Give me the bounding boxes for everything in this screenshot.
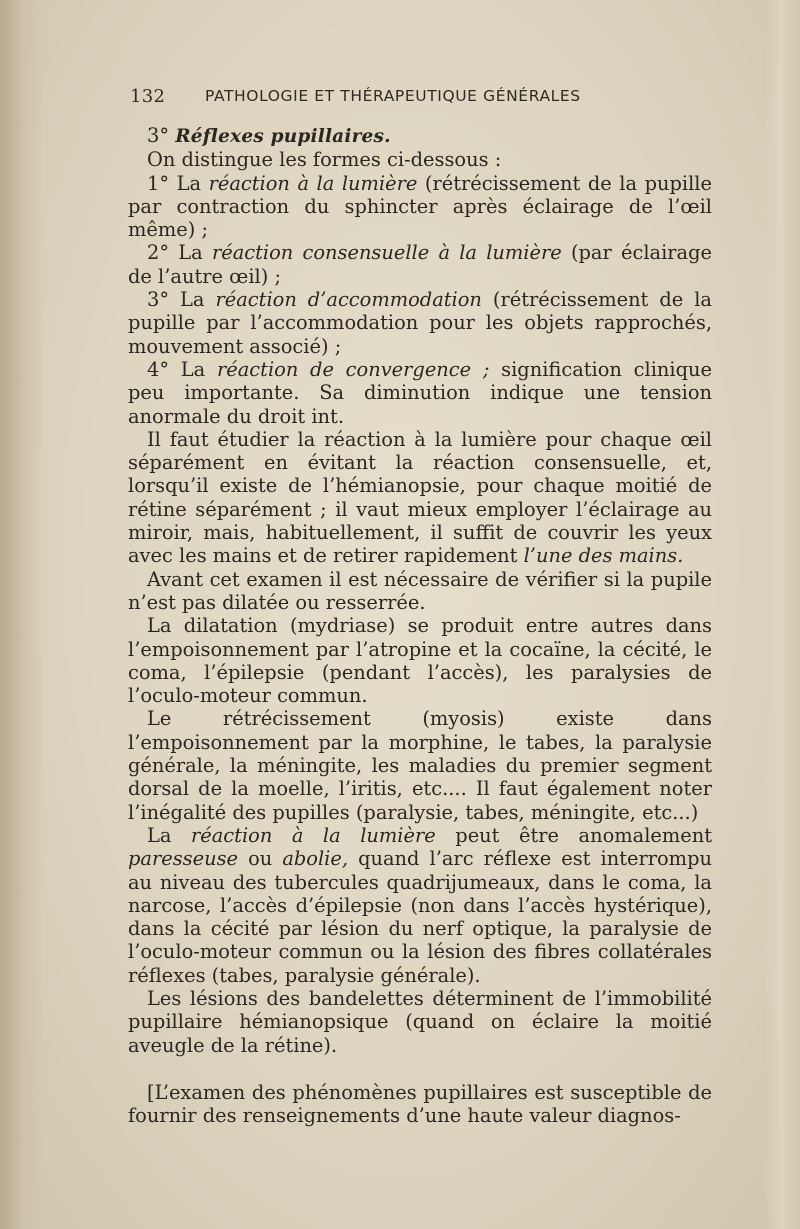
- form-number: 2°: [147, 241, 170, 265]
- form-term: réaction consensuelle à la lumière: [211, 241, 562, 265]
- paragraph-before: Avant cet examen il est nécessaire de vérifier si la pupile n’est pas dilatée ou resserrée.: [128, 567, 712, 614]
- form-description: (rétrécissement de la pupille par l’accommodation pour les objets rapprochés, mouvement associé) ;: [128, 288, 712, 358]
- section-number: 3°: [147, 124, 170, 147]
- form-term: réaction d’accommodation: [215, 288, 482, 312]
- intro-paragraph: On distingue les formes ci-dessous :: [147, 148, 502, 172]
- paragraph-retrecissement: Le rétrécissement (myosis) existe dans l’empoisonnement par la morphine, le tabes, la paralysie générale, la méningite, les maladies du premier segment dorsal de la moelle, l’iritis, etc.... Il faut également noter l’inégalité des pupilles (paralysie, tabes, méningite, etc...): [128, 707, 712, 824]
- form-number: 4°: [147, 357, 170, 381]
- reaction-text-3: ou: [248, 847, 273, 871]
- form-item-4: [128, 358, 712, 428]
- form-term: réaction de convergence ;: [216, 357, 490, 381]
- form-description: (rétrécissement de la pupille par contraction du sphincter après éclairage de l’œil même) ;: [128, 171, 712, 242]
- paragraph-lesions: Les lésions des bandelettes déterminent de l’immobilité pupillaire hémianopsique (quand on éclaire la moitié aveugle de la rétine).: [128, 986, 712, 1057]
- form-term: réaction à la lumière: [208, 171, 418, 195]
- form-item-2: [128, 241, 712, 288]
- paragraph-study: [128, 428, 712, 568]
- paragraph-dilatation: La dilatation (mydriase) se produit entre autres dans l’empoisonnement par l’atropine et la cocaïne, la cécité, le coma, l’épilepsie (pendant l’accès), les paralysies de l’oculo-moteur commun.: [128, 614, 712, 708]
- form-item-1: [128, 172, 712, 242]
- reaction-text-4: quand l’arc réflexe est interrompu au niveau des tubercules quadrijumeaux, dans le coma, la narcose, l’accès d’épilepsie (non dans l’accès hystérique), dans la cécité par lésion du nerf optique, la paralysie de l’oculo-moteur commun ou la lésion des fibres collatérales réflexes (tabes, paralysie générale).: [128, 847, 712, 987]
- body-text: [128, 124, 712, 1127]
- page-header: [130, 86, 730, 114]
- section-title: Réflexes pupillaires.: [175, 126, 391, 147]
- form-label: La: [178, 241, 203, 265]
- paragraph-reaction: [128, 824, 712, 987]
- reaction-text-2: peut être anomalement: [455, 823, 713, 847]
- page-spine-shadow: [0, 0, 44, 1229]
- page-number: 132: [130, 86, 166, 107]
- form-description: signification clinique peu importante. Sa diminution indique une tension anormale du droit int.: [128, 357, 712, 428]
- reaction-emphasis-2: paresseuse: [128, 847, 239, 871]
- reaction-text-1: La: [147, 823, 172, 847]
- section-heading: [128, 124, 712, 148]
- form-label: La: [180, 288, 205, 312]
- paragraph-study-emphasis: l’une des mains.: [523, 544, 684, 568]
- form-item-3: [128, 288, 712, 358]
- form-label: La: [180, 357, 206, 381]
- form-number: 3°: [147, 288, 170, 312]
- form-description: (par éclairage de l’autre œil) ;: [128, 241, 712, 288]
- paragraph-study-text: Il faut étudier la réaction à la lumière pour chaque œil séparément en évitant la réaction consensuelle, et, lorsqu’il existe de l’hémianopsie, pour chaque moitié de rétine séparément ; il vaut mieux employer l’éclairage au miroir, mais, habituellement, il suffit de couvrir les yeux avec les mains et de retirer rapidement: [128, 427, 712, 568]
- reaction-emphasis-3: abolie,: [282, 847, 349, 871]
- reaction-emphasis-1: réaction à la lumière: [190, 823, 436, 847]
- form-number: 1°: [147, 171, 170, 195]
- form-label: La: [176, 171, 202, 195]
- running-title: PATHOLOGIE ET THÉRAPEUTIQUE GÉNÉRALES: [205, 87, 581, 105]
- paragraph-examen: [L’examen des phénomènes pupillaires est susceptible de fournir des renseignements d’une haute valeur diagnos-: [128, 1080, 712, 1128]
- page-edge-shadow: [764, 0, 800, 1229]
